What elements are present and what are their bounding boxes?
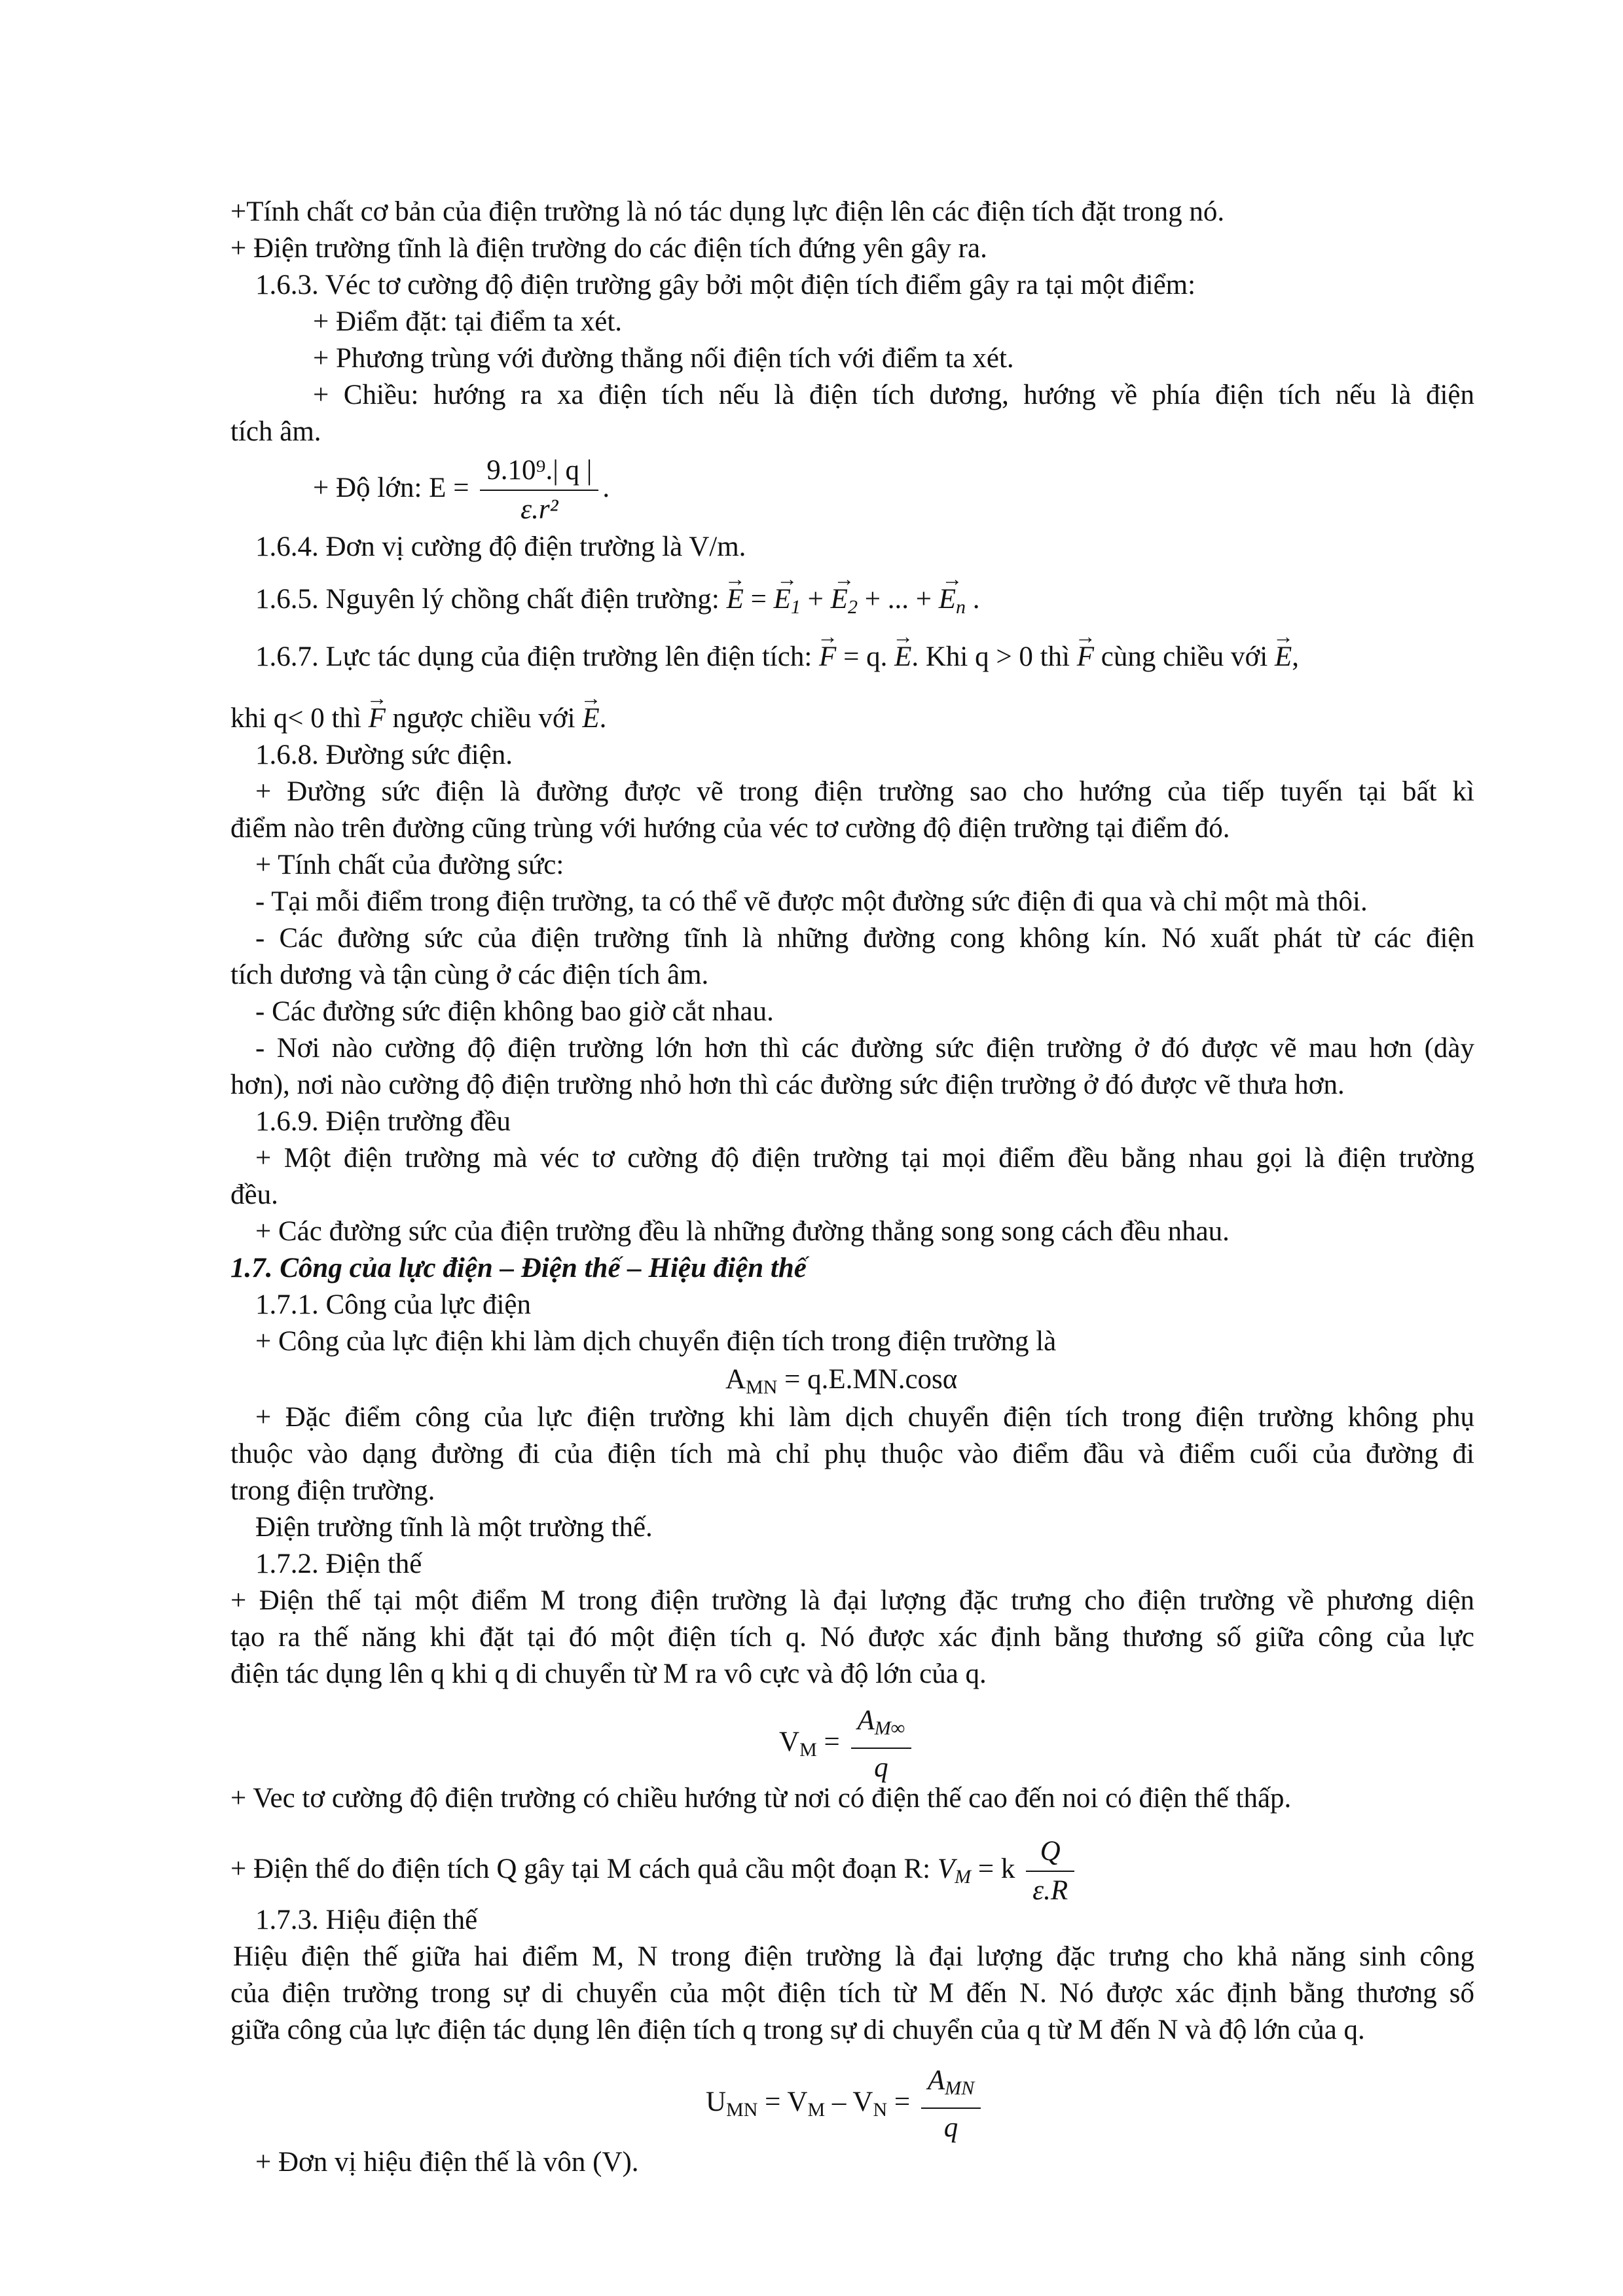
text-line: + Tính chất của đường sức: (255, 850, 564, 880)
vector-e2: → $E_2$ (831, 581, 858, 626)
vector-e: → E (582, 700, 599, 737)
text-line: 1.7.3. Hiệu điện thế (255, 1905, 478, 1935)
fraction: $\frac{A_{MN}}{q}$ (921, 2062, 981, 2147)
superposition-line (255, 581, 980, 626)
text-line: 1.6.8. Đường sức điện. (255, 740, 513, 770)
text-line: trong điện trường. (230, 1475, 435, 1506)
force-text: . Khi q > 0 thì (911, 641, 1070, 672)
magnitude-formula (313, 452, 610, 529)
vector-e: → E (1275, 639, 1292, 675)
text-line: tạo ra thế năng khi đặt tại đó một điện tích q. Nó được xác định bằng thương số giữa công của lực (230, 1622, 1474, 1653)
force-text: cùng chiều với (1101, 641, 1268, 672)
text-line: + Đặc điểm công của lực điện trường khi làm dịch chuyển điện tích trong điện trường không phụ (255, 1402, 1474, 1433)
text-line: đều. (230, 1179, 278, 1210)
text-line: hơn), nơi nào cường độ điện trường nhỏ hơn thì các đường sức điện trường ở đó được vẽ thưa hơn. (230, 1069, 1345, 1100)
vector-e: → E (727, 581, 744, 618)
text-line: Hiệu điện thế giữa hai điểm M, N trong điện trường là đại lượng đặc trưng cho khả năng sinh công (233, 1941, 1474, 1972)
text-line: giữa công của lực điện tác dụng lên điện tích q trong sự di chuyển của q từ M đến N và độ lớn của q. (230, 2015, 1365, 2045)
text-line: + Điểm đặt: tại điểm ta xét. (313, 306, 623, 337)
text-line: + Điện trường tĩnh là điện trường do các điện tích đứng yên gây ra. (230, 233, 987, 264)
force-text: 1.6.7. Lực tác dụng của điện trường lên điện tích: (255, 641, 812, 672)
formula-period: . (972, 584, 980, 615)
text-line: 1.6.3. Véc tơ cường độ điện trường gây bởi một điện tích điểm gây ra tại một điểm: (255, 270, 1196, 300)
text-line: + Đường sức điện là đường được vẽ trong điện trường sao cho hướng của tiếp tuyến tại bất kì (255, 776, 1474, 807)
superposition-label: 1.6.5. Nguyên lý chồng chất điện trường: (255, 584, 720, 615)
fraction-denominator: ε.r² (520, 494, 558, 525)
force-eq: = q. (843, 641, 888, 672)
text-line: - Tại mỗi điểm trong điện trường, ta có thể vẽ được một đường sức điện đi qua và chỉ một mà thôi. (255, 886, 1368, 917)
text-line: của điện trường trong sự di chuyển của một điện tích từ M đến N. Nó được xác định bằng thương số (230, 1978, 1474, 2009)
vector-en: → $E_n$ (939, 581, 966, 626)
text-line: điểm nào trên đường cũng trùng với hướng của véc tơ cường độ điện trường tại điểm đó. (230, 813, 1230, 844)
section-heading: 1.7. Công của lực điện – Điện thế – Hiệu điện thế (230, 1253, 807, 1283)
text-line: tích âm. (230, 416, 321, 447)
text-line: 1.7.1. Công của lực điện (255, 1289, 531, 1320)
formula-period: . (602, 472, 610, 503)
text-line: tích dương và tận cùng ở các điện tích âm. (230, 960, 709, 990)
text-line: + Phương trùng với đường thẳng nối điện tích với điểm ta xét. (313, 343, 1014, 374)
vector-f: → F (819, 639, 836, 675)
fraction (480, 452, 598, 529)
text-line: + Các đường sức của điện trường đều là những đường thẳng song song cách đều nhau. (255, 1216, 1230, 1247)
vector-e: → E (894, 639, 911, 675)
voltage-formula: $U_{MN} = V_M - V_N$ = $\frac{A_{MN}}{q}$ (706, 2062, 985, 2147)
formula-label: + Độ lớn: E = (313, 472, 469, 503)
potential-formula: $V_M$ = $\frac{A_{M\infty}}{q}$ (779, 1702, 915, 1787)
vector-f: → F (369, 700, 386, 737)
text-line: thuộc vào dạng đường đi của điện tích mà chỉ phụ thuộc vào điểm đầu và điểm cuối của đường đi (230, 1439, 1474, 1469)
vector-f: → F (1077, 639, 1094, 675)
text-line: 1.7.2. Điện thế (255, 1549, 422, 1579)
charge-potential-line: + Điện thế do điện tích Q gây tại M cách quả cầu một đoạn R: $V_M = k$ $\frac{Q}{\varepsilon.R}$ (230, 1833, 1078, 1910)
text-line: + Điện thế tại một điểm M trong điện trường là đại lượng đặc trưng cho điện trường về phương diện (230, 1585, 1474, 1616)
text-line: - Các đường sức điện không bao giờ cắt nhau. (255, 996, 774, 1027)
text-line: - Nơi nào cường độ điện trường lớn hơn thì các đường sức điện trường ở đó được vẽ mau hơn (dày (255, 1033, 1474, 1064)
fraction: $\frac{Q}{\varepsilon.R}$ (1026, 1833, 1074, 1910)
vector-e1: → $E_1$ (774, 581, 801, 626)
work-formula: $A_{MN} = q.E.MN.\cos\alpha$ (725, 1364, 958, 1398)
text-line: 1.6.9. Điện trường đều (255, 1106, 511, 1137)
force-line: 1.6.7. Lực tác dụng của điện trường lên điện tích: → F = q. → E. Khi q > 0 thì → F cùng chiều với → E, (255, 639, 1474, 675)
text-line: +Tính chất cơ bản của điện trường là nó tác dụng lực điện lên các điện tích đặt trong nó. (230, 196, 1225, 227)
text-line: Điện trường tĩnh là một trường thế. (255, 1512, 653, 1543)
text-line: + Công của lực điện khi làm dịch chuyển điện tích trong điện trường là (255, 1326, 1057, 1357)
force-line-2: khi q< 0 thì → F ngược chiều với → E. (230, 700, 606, 737)
superposition-expression: → E = → $E_1$ + → $E_2$ + ... + → $E_n$ (727, 584, 973, 615)
text-line: + Chiều: hướng ra xa điện tích nếu là điện tích dương, hướng về phía điện tích nếu là điện (313, 380, 1474, 410)
text-line: + Đơn vị hiệu điện thế là vôn (V). (255, 2147, 639, 2178)
text-line: + Vec tơ cường độ điện trường có chiều hướng từ nơi có điện thế cao đến noi có điện thế thấp. (230, 1783, 1292, 1814)
text-line: + Một điện trường mà véc tơ cường độ điện trường tại mọi điểm đều bằng nhau gọi là điện trường (255, 1143, 1474, 1174)
text-line: 1.6.4. Đơn vị cường độ điện trường là V/m. (255, 531, 746, 562)
fraction: $\frac{A_{M\infty}}{q}$ (851, 1702, 912, 1787)
text-line: - Các đường sức của điện trường tĩnh là những đường cong không kín. Nó xuất phát từ các điện (255, 923, 1474, 954)
fraction-numerator: 9.10⁹.| q | (480, 452, 598, 491)
text-line: điện tác dụng lên q khi q di chuyển từ M ra vô cực và độ lớn của q. (230, 1659, 987, 1689)
